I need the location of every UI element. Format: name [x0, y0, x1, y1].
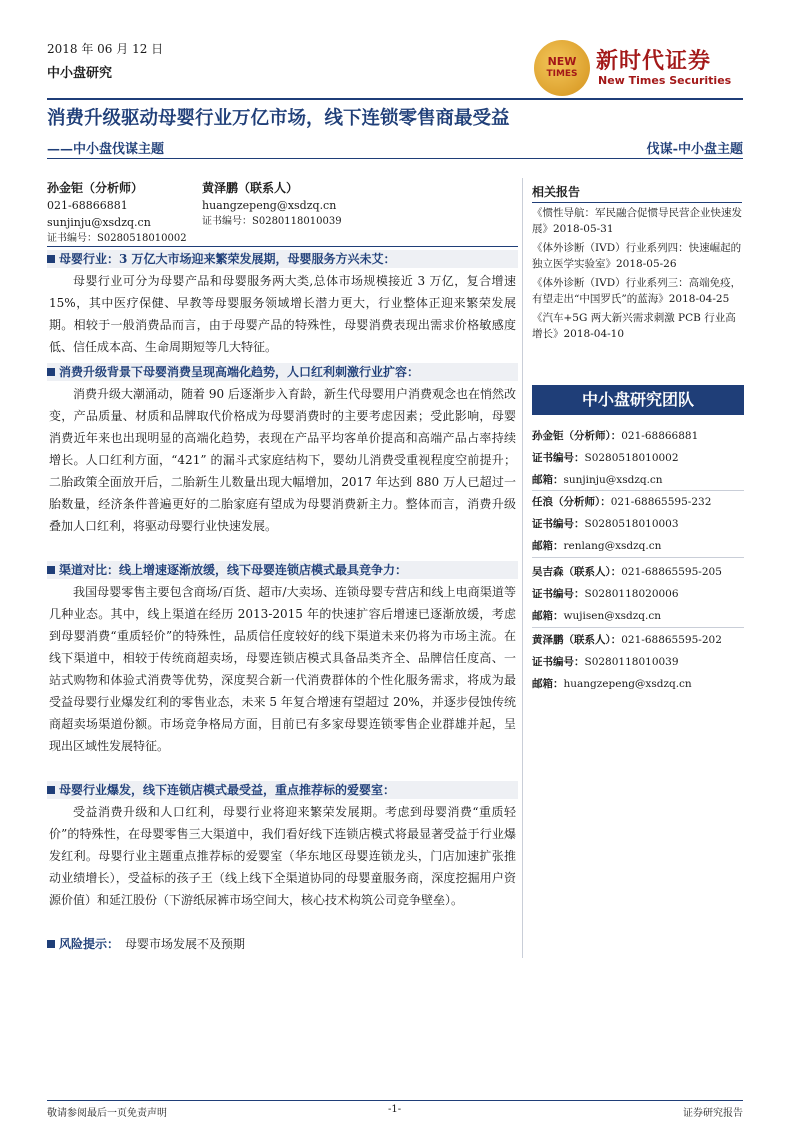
related-report-item[interactable]: 《体外诊断（IVD）行业系列三：高端免疫，有望走出“中国罗氏”的蓝海》2018-04-25: [532, 277, 742, 305]
analyst-2: [202, 180, 402, 229]
title-rule: [47, 158, 743, 159]
section-5: [47, 935, 518, 953]
logo-circle-bottom: TIMES: [546, 69, 578, 79]
bullet-icon: [47, 940, 55, 948]
footer-disclaimer[interactable]: 敬请参阅最后一页免责声明: [47, 1108, 167, 1119]
member-name: 吴吉森（联系人）：: [532, 566, 622, 578]
bullet-icon: [47, 786, 55, 794]
analyst-1-phone: 021-68866881: [47, 199, 128, 212]
section-5-head-text: 风险提示：: [59, 937, 120, 951]
bullet-icon: [47, 566, 55, 574]
section-5-head: [47, 935, 518, 953]
member-mail-label: 邮箱：: [532, 474, 564, 486]
section-3-head-text: 渠道对比：线上增速逐渐放缓，线下母婴连锁店模式最具竞争力：: [59, 563, 408, 577]
member-divider: [532, 627, 744, 628]
section-3-head: [47, 561, 518, 579]
analyst-1: [47, 180, 197, 246]
column-divider: [522, 178, 523, 958]
report-date: 2018 年 06 月 12 日: [47, 42, 164, 56]
logo-circle-top: NEW: [547, 55, 577, 68]
section-3-body: 我国母婴零售主要包含商场/百货、超市/大卖场、连锁母婴专营店和线上电商渠道等几种业态。其中，线上渠道在经历 2013-2015 年的快速扩容后增速已逐渐放缓，考虑到母婴消费“重质轻价”的特殊性，品质信任度较好的线下渠道未来仍将为市场主流。在线下渠道中，相较于传统商超卖场，母婴连锁店模式具备品类齐全、品牌信任度高、一站式购物和体验式消费等优势，深度契合新一代消费群体的个性化服务需求，将成为最受益母婴行业爆发红利的零售业态，未来 5 年复合增速有望超过 20%，并逐步侵蚀传统商超卖场渠道份额。市场竞争格局方面，目前已有多家母婴连锁零售企业群雄并起，呈现出区域性发展特征。: [49, 585, 516, 753]
section-2-head: [47, 363, 518, 381]
team-banner: 中小盘研究团队: [532, 385, 744, 415]
member-mail-label: 邮箱：: [532, 540, 564, 552]
team-member: [532, 491, 744, 557]
section-1-head: [47, 250, 518, 268]
member-cert-label: 证书编号：: [532, 452, 585, 464]
analyst-rule: [47, 246, 518, 247]
footer-label: 证券研究报告: [683, 1108, 743, 1119]
member-email[interactable]: sunjinju@xsdzq.cn: [563, 474, 663, 486]
page-subtitle: ——中小盘伐谋主题: [47, 142, 165, 157]
member-mail-label: 邮箱：: [532, 678, 564, 690]
section-4-head-text: 母婴行业爆发，线下连锁店模式最受益，重点推荐标的爱婴室：: [59, 783, 396, 797]
member-email[interactable]: huangzepeng@xsdzq.cn: [563, 678, 692, 690]
member-phone: 021-68865595-202: [621, 634, 722, 646]
member-cert: S0280518010003: [584, 518, 679, 530]
analyst-1-cert: 证书编号：S0280518010002: [47, 233, 187, 244]
member-divider: [532, 557, 744, 558]
section-1-body: 母婴行业可分为母婴产品和母婴服务两大类,总体市场规模接近 3 万亿，复合增速 15%，其中医疗保健、早教等母婴服务领域增长潜力更大，行业整体正迎来繁荣发展期。相较于一般消费品而言，由于母婴产品的特殊性，母婴消费表现出需求价格敏感度低、信任成本高、生命周期短等几大特征。: [49, 274, 516, 354]
section-4-head: [47, 781, 518, 799]
analyst-2-cert: 证书编号：S0280118010039: [202, 216, 342, 227]
series-label: 伐谋-中小盘主题: [646, 142, 743, 157]
section-1: [47, 250, 518, 358]
analyst-2-name: 黄泽鹏（联系人）: [202, 181, 299, 195]
analyst-1-name: 孙金钜（分析师）: [47, 181, 144, 195]
section-2-body: 消费升级大潮涌动，随着 90 后逐渐步入育龄，新生代母婴用户消费观念也在悄然改变，产品质量、材质和品牌取代价格成为母婴消费时的主要考虑因素；受此影响，母婴消费近年来也出现明显的高端化趋势，表现在产品平均客单价提高和高端产品占率持续增长。人口红利方面，“421” 的漏斗式家庭结构下，婴幼儿消费受重视程度空前提升；二胎政策全面放开后，二胎新生儿数量出现大幅增加，2017 年达到 880 万人已超过一胎数量，经济条件普遍更好的二胎家庭有望成为母婴消费新主力。整体而言，消费升级叠加人口红利，将驱动母婴行业快速发展。: [49, 387, 516, 533]
member-mail-label: 邮箱：: [532, 610, 564, 622]
member-cert: S0280118010039: [584, 656, 679, 668]
doc-type: 中小盘研究: [47, 66, 113, 81]
footer-rule: [47, 1100, 743, 1101]
company-name-en: New Times Securities: [598, 74, 732, 87]
company-name-cn: 新时代证券: [596, 49, 712, 74]
member-name: 任浪（分析师）：: [532, 496, 611, 508]
section-1-head-text: 母婴行业：3 万亿大市场迎来繁荣发展期，母婴服务方兴未艾：: [59, 252, 396, 266]
analyst-1-email[interactable]: sunjinju@xsdzq.cn: [47, 216, 151, 229]
team-member: [532, 425, 744, 491]
section-3: [47, 561, 518, 757]
member-cert-label: 证书编号：: [532, 656, 585, 668]
member-cert: S0280118020006: [584, 588, 679, 600]
team-member: [532, 561, 744, 627]
member-cert-label: 证书编号：: [532, 518, 585, 530]
related-reports-list: [532, 205, 744, 345]
member-phone: 021-68866881: [621, 430, 699, 442]
member-name: 孙金钜（分析师）：: [532, 430, 622, 442]
member-cert-label: 证书编号：: [532, 588, 585, 600]
related-report-item[interactable]: 《惯性导航：军民融合促惯导民营企业快速发展》2018-05-31: [532, 207, 742, 235]
member-phone: 021-68865595-205: [621, 566, 722, 578]
member-cert: S0280518010002: [584, 452, 679, 464]
bullet-icon: [47, 255, 55, 263]
team-member: [532, 629, 744, 695]
section-2: [47, 363, 518, 537]
bullet-icon: [47, 368, 55, 376]
company-logo-icon: [534, 40, 590, 96]
risk-text: 母婴市场发展不及预期: [125, 937, 246, 951]
page-number: -1-: [388, 1104, 402, 1115]
analyst-2-email[interactable]: huangzepeng@xsdzq.cn: [202, 199, 337, 212]
page-title: 消费升级驱动母婴行业万亿市场，线下连锁零售商最受益: [47, 108, 510, 129]
related-report-item[interactable]: 《体外诊断（IVD）行业系列四：快速崛起的独立医学实验室》2018-05-26: [532, 242, 742, 270]
section-2-head-text: 消费升级背景下母婴消费呈现高端化趋势，人口红利刺激行业扩容：: [59, 365, 420, 379]
related-report-item[interactable]: 《汽车+5G 两大新兴需求刺激 PCB 行业高增长》2018-04-10: [532, 312, 736, 340]
header-rule: [47, 98, 743, 100]
section-4-body: 受益消费升级和人口红利，母婴行业将迎来繁荣发展期。考虑到母婴消费“重质轻价”的特殊性，在母婴零售三大渠道中，我们看好线下连锁店模式将最显著受益于行业爆发红利。母婴行业主题重点推荐标的爱婴室（华东地区母婴连锁龙头，门店加速扩张推动业绩增长），受益标的孩子王（线上线下全渠道协同的母婴童服务商，深度挖掘用户资源价值）和延江股份（下游纸尿裤市场空间大，核心技术构筑公司竞争壁垒）。: [49, 805, 516, 907]
section-4: [47, 781, 518, 911]
member-phone: 021-68865595-232: [610, 496, 712, 508]
related-reports-title: 相关报告: [532, 183, 742, 203]
member-name: 黄泽鹏（联系人）：: [532, 634, 622, 646]
member-email[interactable]: wujisen@xsdzq.cn: [563, 610, 661, 622]
member-email[interactable]: renlang@xsdzq.cn: [563, 540, 662, 552]
